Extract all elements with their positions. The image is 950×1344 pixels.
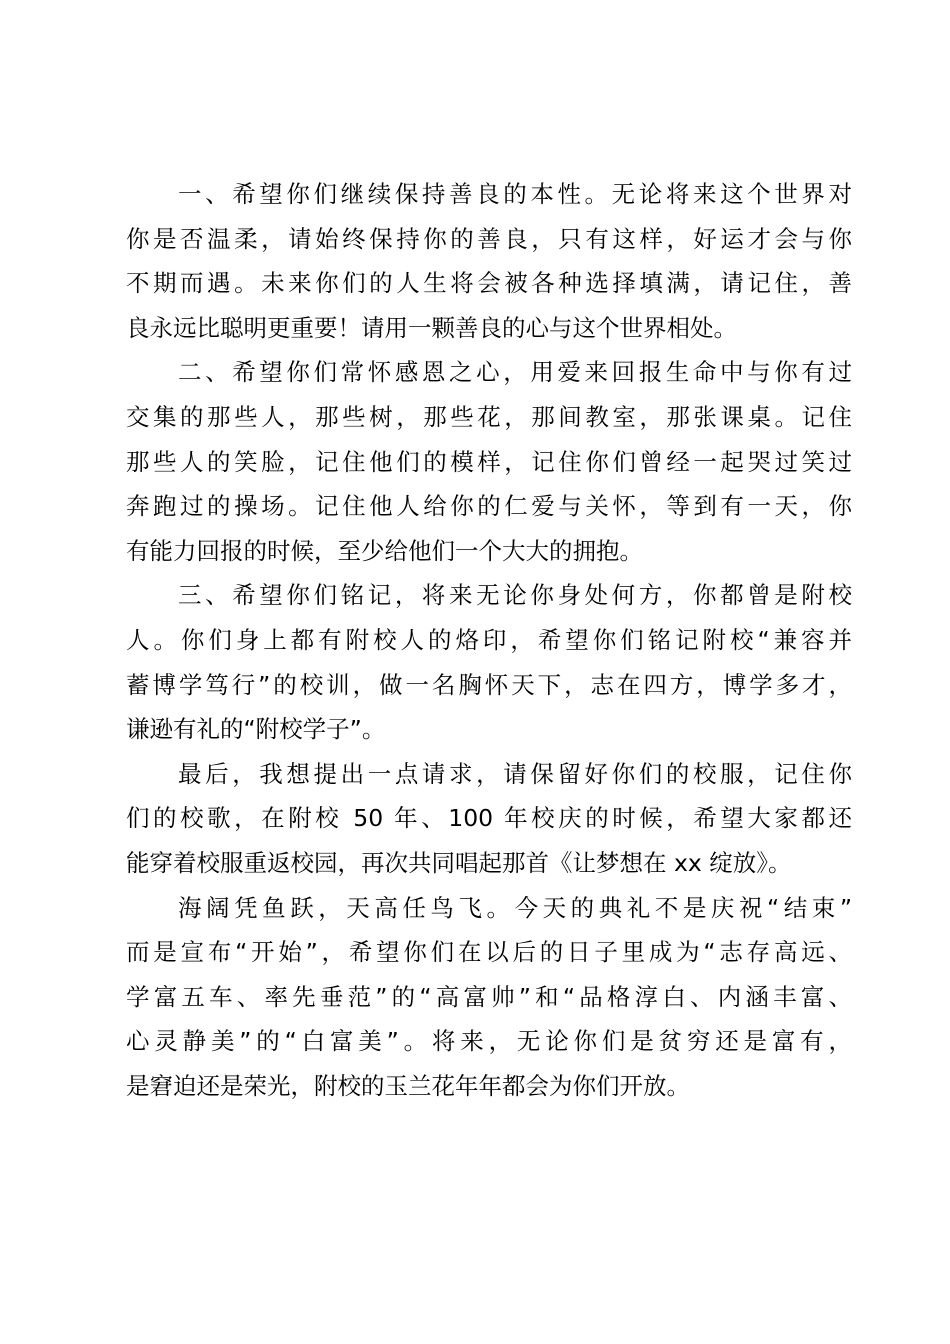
paragraph-line: 心灵静美”的“白富美”。将来，无论你们是贫穷还是富有， <box>126 1027 852 1056</box>
paragraph-line: 最后，我想提出一点请求，请保留好你们的校服，记住你 <box>178 759 852 788</box>
paragraph-line: 海阔凭鱼跃，天高任鸟飞。今天的典礼不是庆祝“结束” <box>178 893 852 922</box>
paragraph-line: 交集的那些人，那些树，那些花，那间教室，那张课桌。记住 <box>126 402 852 431</box>
paragraph-line: 而是宣布“开始”，希望你们在以后的日子里成为“志存高远、 <box>126 938 852 967</box>
paragraph-line: 奔跑过的操场。记住他人给你的仁爱与关怀，等到有一天，你 <box>126 492 852 521</box>
paragraph-line: 那些人的笑脸，记住他们的模样，记住你们曾经一起哭过笑过 <box>126 447 852 476</box>
paragraph-line: 们的校歌，在附校 50 年、100 年校庆的时候，希望大家都还 <box>126 804 852 833</box>
paragraph-line: 二、希望你们常怀感恩之心，用爱来回报生命中与你有过 <box>178 358 852 387</box>
paragraph-line: 一、希望你们继续保持善良的本性。无论将来这个世界对 <box>178 180 852 208</box>
paragraph-line: 能穿着校服重返校园，再次共同唱起那首《让梦想在 xx 绽放》。 <box>126 848 792 877</box>
paragraph-line: 蓄博学笃行”的校训，做一名胸怀天下，志在四方，博学多才， <box>126 670 852 699</box>
paragraph-line: 不期而遇。未来你们的人生将会被各种选择填满，请记住，善 <box>126 269 852 298</box>
paragraph-closing <box>126 886 852 1109</box>
paragraph-line: 谦逊有礼的“附校学子”。 <box>126 715 386 744</box>
paragraph-line: 人。你们身上都有附校人的烙印，希望你们铭记附校“兼容并 <box>126 625 852 654</box>
paragraph-remember-school <box>126 573 852 751</box>
paragraph-kindness <box>126 172 852 350</box>
paragraph-request <box>126 752 852 886</box>
document-body <box>126 172 852 1108</box>
paragraph-line: 三、希望你们铭记，将来无论你身处何方，你都曾是附校 <box>178 581 852 610</box>
paragraph-line: 有能力回报的时候，至少给他们一个大大的拥抱。 <box>126 536 643 565</box>
paragraph-line: 学富五车、率先垂范”的“高富帅”和“品格淳白、内涵丰富、 <box>126 982 852 1011</box>
paragraph-gratitude <box>126 350 852 573</box>
paragraph-line: 你是否温柔，请始终保持你的善良，只有这样，好运才会与你 <box>126 224 852 253</box>
paragraph-line: 是窘迫还是荣光，附校的玉兰花年年都会为你们开放。 <box>126 1071 690 1100</box>
paragraph-line: 良永远比聪明更重要！请用一颗善良的心与这个世界相处。 <box>126 313 737 342</box>
